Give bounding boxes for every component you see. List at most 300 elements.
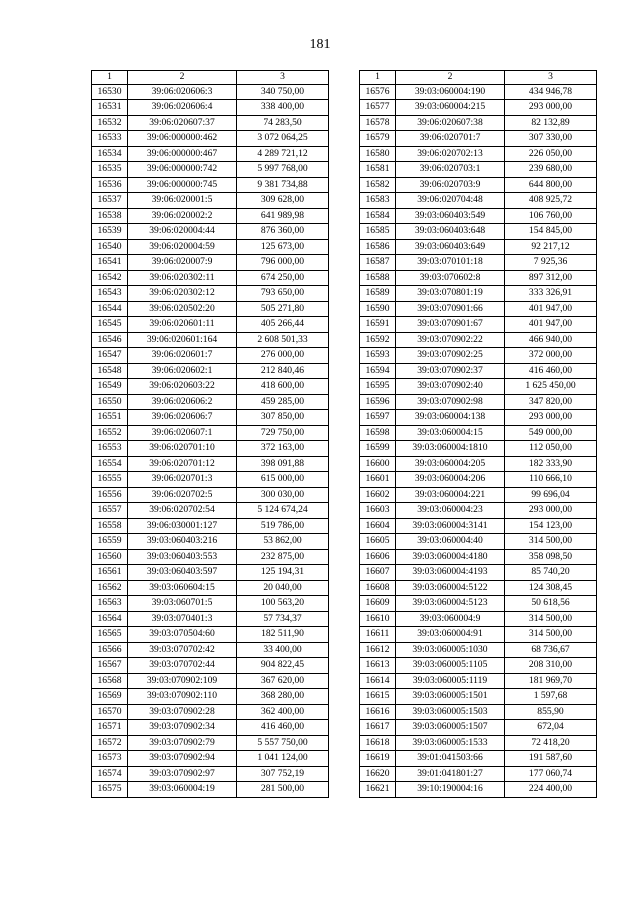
table-row [360, 146, 597, 162]
table-row [92, 611, 329, 627]
cadastral-number-cell: 39:10:190004:16 [396, 782, 505, 798]
row-number-cell: 16613 [360, 658, 396, 674]
value-cell: 641 989,98 [237, 208, 329, 224]
row-number-cell: 16559 [92, 534, 128, 550]
row-number-cell: 16541 [92, 255, 128, 271]
table-row [360, 673, 597, 689]
row-number-cell: 16565 [92, 627, 128, 643]
table-row [360, 224, 597, 240]
value-cell: 7 925,36 [505, 255, 597, 271]
table-body-left [92, 84, 329, 797]
value-cell: 276 000,00 [237, 348, 329, 364]
row-number-cell: 16554 [92, 456, 128, 472]
value-cell: 232 875,00 [237, 549, 329, 565]
cadastral-number-cell: 39:03:070504:60 [128, 627, 237, 643]
cadastral-number-cell: 39:03:070801:19 [396, 286, 505, 302]
cadastral-number-cell: 39:03:070902:98 [396, 394, 505, 410]
value-cell: 307 752,19 [237, 766, 329, 782]
row-number-cell: 16567 [92, 658, 128, 674]
cadastral-number-cell: 39:03:060004:215 [396, 100, 505, 116]
table-row [360, 549, 597, 565]
cadastral-number-cell: 39:06:020606:3 [128, 84, 237, 100]
value-cell: 110 666,10 [505, 472, 597, 488]
table-row [360, 735, 597, 751]
value-cell: 2 608 501,33 [237, 332, 329, 348]
value-cell: 1 041 124,00 [237, 751, 329, 767]
table-row [92, 580, 329, 596]
table-row [92, 115, 329, 131]
cadastral-number-cell: 39:03:060004:9 [396, 611, 505, 627]
row-number-cell: 16585 [360, 224, 396, 240]
row-number-cell: 16539 [92, 224, 128, 240]
row-number-cell: 16612 [360, 642, 396, 658]
table-row [360, 487, 597, 503]
table-row [360, 208, 597, 224]
row-number-cell: 16580 [360, 146, 396, 162]
row-number-cell: 16589 [360, 286, 396, 302]
value-cell: 314 500,00 [505, 534, 597, 550]
row-number-cell: 16588 [360, 270, 396, 286]
cadastral-number-cell: 39:03:060604:15 [128, 580, 237, 596]
cadastral-number-cell: 39:03:060004:206 [396, 472, 505, 488]
table-row [360, 503, 597, 519]
cadastral-number-cell: 39:03:070902:37 [396, 363, 505, 379]
table-row [360, 348, 597, 364]
row-number-cell: 16540 [92, 239, 128, 255]
value-cell: 124 308,45 [505, 580, 597, 596]
cadastral-number-cell: 39:06:020606:7 [128, 410, 237, 426]
value-cell: 1 597,68 [505, 689, 597, 705]
row-number-cell: 16614 [360, 673, 396, 689]
value-cell: 33 400,00 [237, 642, 329, 658]
row-number-cell: 16534 [92, 146, 128, 162]
row-number-cell: 16621 [360, 782, 396, 798]
table-row [92, 627, 329, 643]
value-cell: 505 271,80 [237, 301, 329, 317]
cadastral-number-cell: 39:03:070902:25 [396, 348, 505, 364]
row-number-cell: 16600 [360, 456, 396, 472]
table-row [92, 84, 329, 100]
table-row [360, 394, 597, 410]
cadastral-number-cell: 39:03:070902:94 [128, 751, 237, 767]
row-number-cell: 16574 [92, 766, 128, 782]
cadastral-number-cell: 39:03:070901:66 [396, 301, 505, 317]
value-cell: 362 400,00 [237, 704, 329, 720]
row-number-cell: 16586 [360, 239, 396, 255]
table-row [360, 766, 597, 782]
row-number-cell: 16570 [92, 704, 128, 720]
cadastral-number-cell: 39:06:020702:5 [128, 487, 237, 503]
cadastral-number-cell: 39:03:070901:67 [396, 317, 505, 333]
value-cell: 338 400,00 [237, 100, 329, 116]
cadastral-number-cell: 39:03:070902:79 [128, 735, 237, 751]
header-row [92, 71, 329, 85]
value-cell: 293 000,00 [505, 100, 597, 116]
value-cell: 125 194,31 [237, 565, 329, 581]
row-number-cell: 16558 [92, 518, 128, 534]
cadastral-number-cell: 39:03:060004:15 [396, 425, 505, 441]
row-number-cell: 16593 [360, 348, 396, 364]
table-row [92, 658, 329, 674]
cadastral-number-cell: 39:03:060005:1105 [396, 658, 505, 674]
cadastral-number-cell: 39:03:060004:5122 [396, 580, 505, 596]
cadastral-number-cell: 39:06:020701:10 [128, 441, 237, 457]
table-row [92, 394, 329, 410]
table-row [360, 642, 597, 658]
row-number-cell: 16595 [360, 379, 396, 395]
table-row [360, 255, 597, 271]
cadastral-number-cell: 39:06:020004:44 [128, 224, 237, 240]
table-row [360, 270, 597, 286]
row-number-cell: 16563 [92, 596, 128, 612]
value-cell: 796 000,00 [237, 255, 329, 271]
header-col-2: 2 [128, 71, 237, 85]
cadastral-number-cell: 39:06:000000:742 [128, 162, 237, 178]
row-number-cell: 16619 [360, 751, 396, 767]
value-cell: 20 040,00 [237, 580, 329, 596]
row-number-cell: 16569 [92, 689, 128, 705]
cadastral-number-cell: 39:03:060004:91 [396, 627, 505, 643]
value-cell: 307 850,00 [237, 410, 329, 426]
cadastral-number-cell: 39:06:020002:2 [128, 208, 237, 224]
row-number-cell: 16548 [92, 363, 128, 379]
row-number-cell: 16598 [360, 425, 396, 441]
value-cell: 340 750,00 [237, 84, 329, 100]
table-row [360, 410, 597, 426]
value-cell: 674 250,00 [237, 270, 329, 286]
cadastral-number-cell: 39:03:060701:5 [128, 596, 237, 612]
cadastral-number-cell: 39:06:020502:20 [128, 301, 237, 317]
table-row [360, 363, 597, 379]
cadastral-number-cell: 39:06:020601:7 [128, 348, 237, 364]
table-row [360, 611, 597, 627]
cadastral-number-cell: 39:03:070902:22 [396, 332, 505, 348]
table-row [360, 565, 597, 581]
cadastral-number-cell: 39:03:070902:109 [128, 673, 237, 689]
cadastral-number-cell: 39:03:060005:1533 [396, 735, 505, 751]
row-number-cell: 16564 [92, 611, 128, 627]
value-cell: 100 563,20 [237, 596, 329, 612]
row-number-cell: 16571 [92, 720, 128, 736]
table-row [360, 162, 597, 178]
cadastral-number-cell: 39:03:060005:1030 [396, 642, 505, 658]
row-number-cell: 16579 [360, 131, 396, 147]
value-cell: 314 500,00 [505, 627, 597, 643]
table-row [92, 286, 329, 302]
value-cell: 897 312,00 [505, 270, 597, 286]
row-number-cell: 16550 [92, 394, 128, 410]
row-number-cell: 16542 [92, 270, 128, 286]
value-cell: 1 625 450,00 [505, 379, 597, 395]
row-number-cell: 16557 [92, 503, 128, 519]
value-cell: 347 820,00 [505, 394, 597, 410]
value-cell: 68 736,67 [505, 642, 597, 658]
table-row [92, 720, 329, 736]
value-cell: 368 280,00 [237, 689, 329, 705]
table-row [92, 270, 329, 286]
row-number-cell: 16555 [92, 472, 128, 488]
row-number-cell: 16578 [360, 115, 396, 131]
cadastral-number-cell: 39:03:060403:553 [128, 549, 237, 565]
cadastral-number-cell: 39:06:020703:1 [396, 162, 505, 178]
table-row [360, 177, 597, 193]
row-number-cell: 16594 [360, 363, 396, 379]
cadastral-number-cell: 39:03:070401:3 [128, 611, 237, 627]
value-cell: 9 381 734,88 [237, 177, 329, 193]
table-row [360, 720, 597, 736]
table-row [92, 193, 329, 209]
table-row [92, 363, 329, 379]
table-row [360, 456, 597, 472]
value-cell: 50 618,56 [505, 596, 597, 612]
table-row [92, 348, 329, 364]
cadastral-number-cell: 39:03:070702:44 [128, 658, 237, 674]
cadastral-number-cell: 39:06:020606:2 [128, 394, 237, 410]
table-left [91, 70, 329, 798]
cadastral-number-cell: 39:03:060005:1503 [396, 704, 505, 720]
value-cell: 904 822,45 [237, 658, 329, 674]
cadastral-number-cell: 39:03:060403:216 [128, 534, 237, 550]
row-number-cell: 16607 [360, 565, 396, 581]
table-body-right [360, 84, 597, 797]
value-cell: 549 000,00 [505, 425, 597, 441]
row-number-cell: 16606 [360, 549, 396, 565]
row-number-cell: 16551 [92, 410, 128, 426]
row-number-cell: 16572 [92, 735, 128, 751]
table-row [92, 487, 329, 503]
value-cell: 239 680,00 [505, 162, 597, 178]
value-cell: 154 123,00 [505, 518, 597, 534]
table-row [360, 627, 597, 643]
cadastral-number-cell: 39:03:060004:1810 [396, 441, 505, 457]
value-cell: 112 050,00 [505, 441, 597, 457]
value-cell: 855,90 [505, 704, 597, 720]
row-number-cell: 16533 [92, 131, 128, 147]
row-number-cell: 16575 [92, 782, 128, 798]
cadastral-number-cell: 39:06:020302:11 [128, 270, 237, 286]
table-row [92, 317, 329, 333]
page-number: 181 [309, 37, 331, 52]
cadastral-number-cell: 39:03:070902:110 [128, 689, 237, 705]
row-number-cell: 16610 [360, 611, 396, 627]
row-number-cell: 16545 [92, 317, 128, 333]
cadastral-number-cell: 39:06:000000:467 [128, 146, 237, 162]
cadastral-number-cell: 39:03:070902:97 [128, 766, 237, 782]
cadastral-number-cell: 39:06:020302:12 [128, 286, 237, 302]
table-row [360, 782, 597, 798]
cadastral-number-cell: 39:06:020601:11 [128, 317, 237, 333]
value-cell: 154 845,00 [505, 224, 597, 240]
row-number-cell: 16603 [360, 503, 396, 519]
table-row [360, 689, 597, 705]
cadastral-number-cell: 39:03:060403:597 [128, 565, 237, 581]
row-number-cell: 16577 [360, 100, 396, 116]
value-cell: 793 650,00 [237, 286, 329, 302]
header-col-3: 3 [505, 71, 597, 85]
table-row [360, 332, 597, 348]
cadastral-number-cell: 39:03:070902:40 [396, 379, 505, 395]
cadastral-number-cell: 39:03:070101:18 [396, 255, 505, 271]
value-cell: 293 000,00 [505, 410, 597, 426]
row-number-cell: 16620 [360, 766, 396, 782]
cadastral-number-cell: 39:06:000000:462 [128, 131, 237, 147]
row-number-cell: 16556 [92, 487, 128, 503]
table-row [92, 131, 329, 147]
value-cell: 729 750,00 [237, 425, 329, 441]
header-col-2: 2 [396, 71, 505, 85]
table-row [92, 208, 329, 224]
value-cell: 466 940,00 [505, 332, 597, 348]
table-row [92, 565, 329, 581]
value-cell: 401 947,00 [505, 301, 597, 317]
cadastral-number-cell: 39:06:020007:9 [128, 255, 237, 271]
cadastral-number-cell: 39:03:060004:4193 [396, 565, 505, 581]
table-row [360, 115, 597, 131]
value-cell: 92 217,12 [505, 239, 597, 255]
table-row [360, 580, 597, 596]
value-cell: 57 734,37 [237, 611, 329, 627]
value-cell: 434 946,78 [505, 84, 597, 100]
row-number-cell: 16560 [92, 549, 128, 565]
table-row [92, 332, 329, 348]
table-row [360, 286, 597, 302]
cadastral-number-cell: 39:06:020701:3 [128, 472, 237, 488]
row-number-cell: 16618 [360, 735, 396, 751]
cadastral-number-cell: 39:03:060004:3141 [396, 518, 505, 534]
value-cell: 5 997 768,00 [237, 162, 329, 178]
row-number-cell: 16605 [360, 534, 396, 550]
table-row [92, 301, 329, 317]
table-row [92, 518, 329, 534]
row-number-cell: 16604 [360, 518, 396, 534]
row-number-cell: 16543 [92, 286, 128, 302]
table-row [92, 751, 329, 767]
header-col-3: 3 [237, 71, 329, 85]
value-cell: 314 500,00 [505, 611, 597, 627]
value-cell: 358 098,50 [505, 549, 597, 565]
row-number-cell: 16553 [92, 441, 128, 457]
header-col-1: 1 [92, 71, 128, 85]
cadastral-number-cell: 39:01:041503:66 [396, 751, 505, 767]
table-row [360, 534, 597, 550]
value-cell: 398 091,88 [237, 456, 329, 472]
value-cell: 5 557 750,00 [237, 735, 329, 751]
value-cell: 106 760,00 [505, 208, 597, 224]
value-cell: 181 969,70 [505, 673, 597, 689]
table-row [92, 735, 329, 751]
table-row [360, 379, 597, 395]
table-row [92, 162, 329, 178]
table-row [92, 425, 329, 441]
row-number-cell: 16599 [360, 441, 396, 457]
value-cell: 333 326,91 [505, 286, 597, 302]
row-number-cell: 16566 [92, 642, 128, 658]
table-row [92, 255, 329, 271]
value-cell: 416 460,00 [505, 363, 597, 379]
cadastral-number-cell: 39:03:060403:648 [396, 224, 505, 240]
cadastral-number-cell: 39:03:070902:34 [128, 720, 237, 736]
table-row [360, 84, 597, 100]
cadastral-number-cell: 39:03:060005:1501 [396, 689, 505, 705]
value-cell: 372 163,00 [237, 441, 329, 457]
row-number-cell: 16581 [360, 162, 396, 178]
cadastral-number-cell: 39:06:020704:48 [396, 193, 505, 209]
row-number-cell: 16576 [360, 84, 396, 100]
table-row [92, 456, 329, 472]
cadastral-number-cell: 39:06:020603:22 [128, 379, 237, 395]
value-cell: 99 696,04 [505, 487, 597, 503]
table-row [92, 472, 329, 488]
cadastral-number-cell: 39:06:020601:164 [128, 332, 237, 348]
row-number-cell: 16596 [360, 394, 396, 410]
value-cell: 4 289 721,12 [237, 146, 329, 162]
table-row [92, 549, 329, 565]
cadastral-number-cell: 39:03:060004:138 [396, 410, 505, 426]
value-cell: 226 050,00 [505, 146, 597, 162]
cadastral-number-cell: 39:03:060004:221 [396, 487, 505, 503]
cadastral-number-cell: 39:06:000000:745 [128, 177, 237, 193]
value-cell: 182 511,90 [237, 627, 329, 643]
table-row [92, 177, 329, 193]
table-row [360, 239, 597, 255]
table-row [92, 503, 329, 519]
value-cell: 401 947,00 [505, 317, 597, 333]
table-right [359, 70, 597, 798]
cadastral-number-cell: 39:06:020607:1 [128, 425, 237, 441]
value-cell: 408 925,72 [505, 193, 597, 209]
cadastral-number-cell: 39:03:060004:40 [396, 534, 505, 550]
value-cell: 191 587,60 [505, 751, 597, 767]
table-row [360, 596, 597, 612]
cadastral-number-cell: 39:03:060005:1119 [396, 673, 505, 689]
cadastral-number-cell: 39:03:060403:549 [396, 208, 505, 224]
value-cell: 74 283,50 [237, 115, 329, 131]
cadastral-number-cell: 39:03:060005:1507 [396, 720, 505, 736]
value-cell: 615 000,00 [237, 472, 329, 488]
cadastral-number-cell: 39:06:020703:9 [396, 177, 505, 193]
row-number-cell: 16573 [92, 751, 128, 767]
row-number-cell: 16592 [360, 332, 396, 348]
row-number-cell: 16536 [92, 177, 128, 193]
table-row [360, 704, 597, 720]
table-row [92, 704, 329, 720]
cadastral-number-cell: 39:01:041801:27 [396, 766, 505, 782]
value-cell: 459 285,00 [237, 394, 329, 410]
row-number-cell: 16590 [360, 301, 396, 317]
table-row [92, 239, 329, 255]
row-number-cell: 16561 [92, 565, 128, 581]
cadastral-number-cell: 39:06:020607:38 [396, 115, 505, 131]
cadastral-number-cell: 39:03:060004:23 [396, 503, 505, 519]
value-cell: 281 500,00 [237, 782, 329, 798]
table-row [92, 534, 329, 550]
table-row [92, 673, 329, 689]
row-number-cell: 16597 [360, 410, 396, 426]
cadastral-number-cell: 39:03:070602:8 [396, 270, 505, 286]
table-row [360, 472, 597, 488]
table-row [360, 301, 597, 317]
cadastral-number-cell: 39:06:030001:127 [128, 518, 237, 534]
table-row [92, 596, 329, 612]
value-cell: 367 620,00 [237, 673, 329, 689]
value-cell: 672,04 [505, 720, 597, 736]
value-cell: 224 400,00 [505, 782, 597, 798]
value-cell: 177 060,74 [505, 766, 597, 782]
row-number-cell: 16616 [360, 704, 396, 720]
row-number-cell: 16568 [92, 673, 128, 689]
value-cell: 405 266,44 [237, 317, 329, 333]
row-number-cell: 16608 [360, 580, 396, 596]
